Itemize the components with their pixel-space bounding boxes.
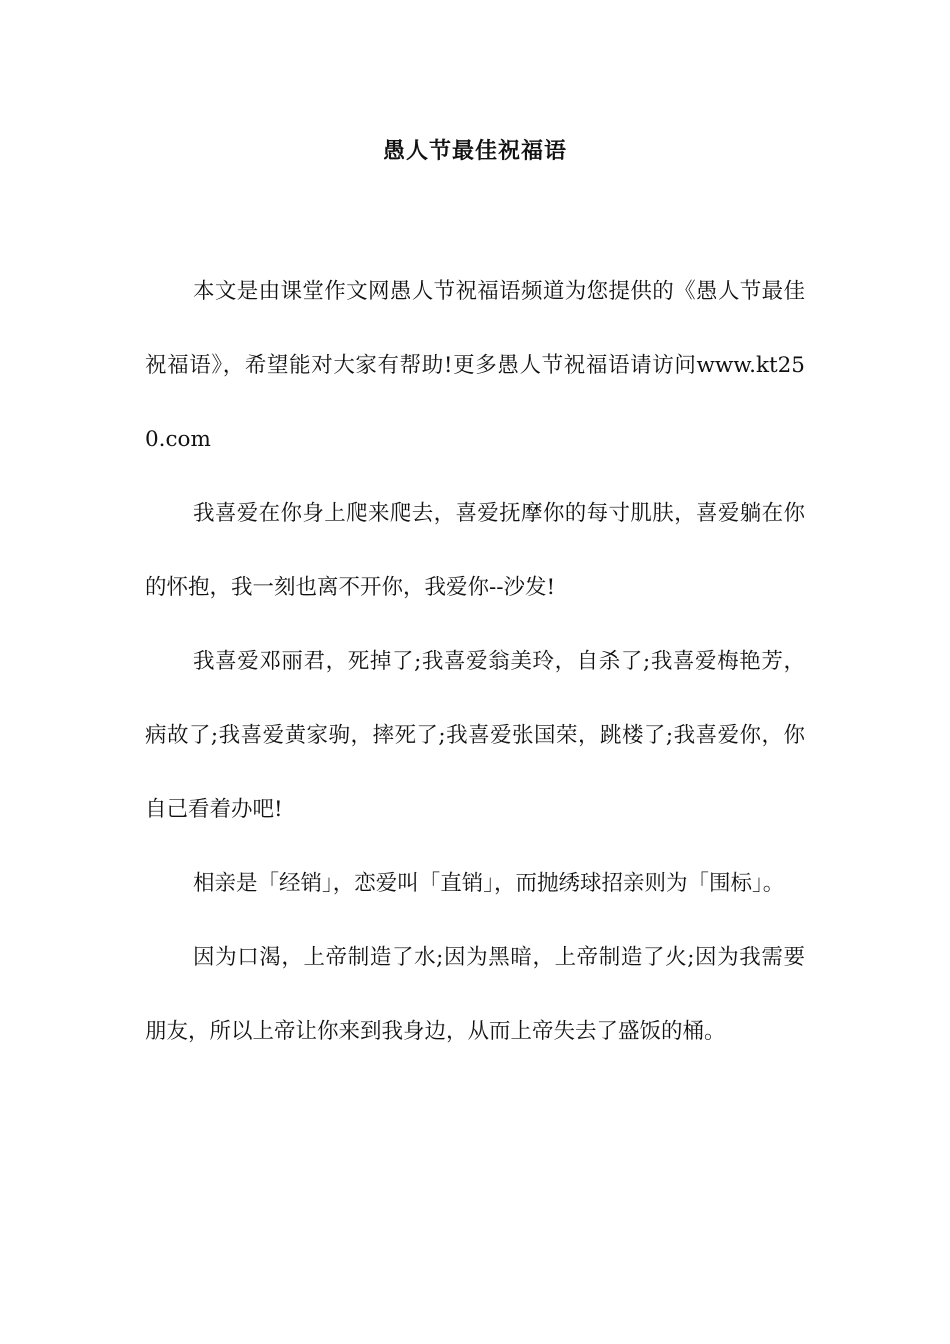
paragraph-singers: 我喜爱邓丽君，死掉了;我喜爱翁美玲，自杀了;我喜爱梅艳芳，病故了;我喜爱黄家驹，摔死了;我喜爱张国荣，跳楼了;我喜爱你，你自己看着办吧! [145,649,805,822]
paragraph-intro: 本文是由课堂作文网愚人节祝福语频道为您提供的《愚人节最佳祝福语》，希望能对大家有帮助!更多愚人节祝福语请访问www.kt250.com [145,279,805,452]
document-body [145,255,805,1069]
paragraph-sofa: 我喜爱在你身上爬来爬去，喜爱抚摩你的每寸肌肤，喜爱躺在你的怀抱，我一刻也离不开你，我爱你--沙发! [145,501,805,600]
paragraph-dating: 相亲是「经销」，恋爱叫「直销」，而抛绣球招亲则为「围标」。 [193,871,785,896]
document-title: 愚人节最佳祝福语 [382,139,567,164]
paragraph-god: 因为口渴，上帝制造了水;因为黑暗，上帝制造了火;因为我需要朋友，所以上帝让你来到我身边，从而上帝失去了盛饭的桶。 [145,945,805,1044]
